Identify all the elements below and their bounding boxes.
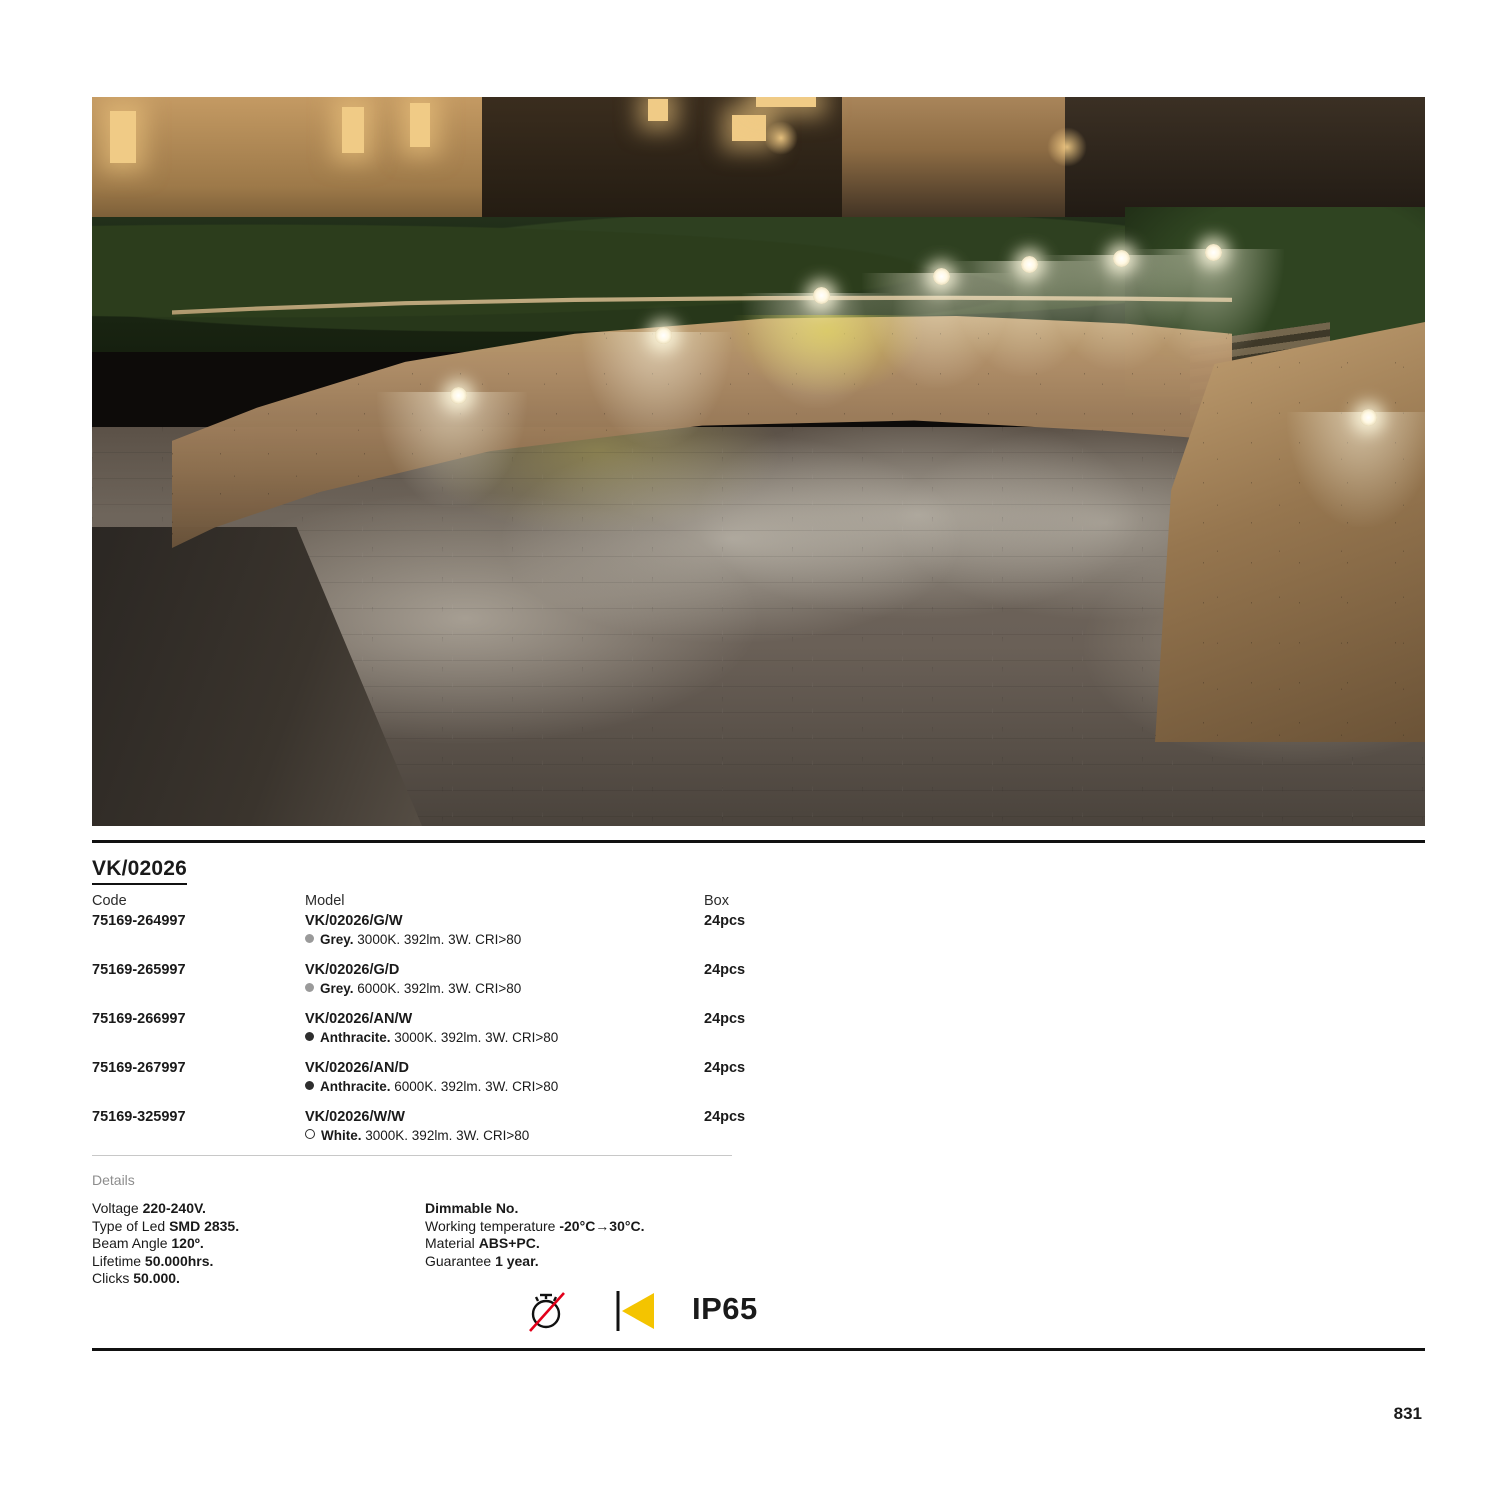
non-dimmable-icon [520,1285,572,1337]
photo-scene [92,97,1425,826]
color-swatch-anthracite [305,1081,314,1090]
variant-box: 24pcs [704,913,746,929]
detail-voltage [92,1200,239,1218]
variant-model: VK/02026/AN/W [305,1011,413,1027]
variant-description [305,1079,558,1094]
detail-label: Beam Angle [92,1235,172,1251]
variant-box: 24pcs [704,1060,746,1076]
detail-clicks [92,1270,239,1288]
detail-label: Lifetime [92,1252,145,1269]
window-glow-6 [756,97,816,107]
column-header-box: Box [704,893,729,909]
detail-dimmable [425,1200,644,1218]
variant-color-name: Anthracite. [320,1079,391,1094]
variant-description [305,1128,529,1143]
column-header-code: Code [92,893,127,909]
detail-label: Clicks [92,1270,134,1286]
variant-code: 75169-265997 [92,962,186,978]
window-glow-3 [410,103,430,147]
variant-description [305,981,521,996]
details-heading: Details [92,1172,135,1188]
detail-guarantee [425,1253,644,1271]
table-row [92,1011,792,1060]
wall-led-2 [655,327,672,344]
variant-code: 75169-264997 [92,913,186,929]
detail-value: 50.000. [133,1270,180,1286]
variant-code: 75169-325997 [92,1109,186,1125]
variant-model: VK/02026/W/W [305,1109,405,1125]
window-glow-1 [110,111,136,163]
table-header-row [92,893,792,913]
wall-led-7 [1205,244,1222,261]
variant-box: 24pcs [704,1011,746,1027]
detail-material [425,1235,644,1253]
background-dark-mid [422,97,842,217]
detail-label: Working temperature [425,1217,560,1234]
variant-box: 24pcs [704,962,746,978]
window-glow-5 [648,99,668,121]
variant-color-name: White. [321,1128,362,1143]
variant-model: VK/02026/AN/D [305,1060,409,1076]
variant-code: 75169-267997 [92,1060,186,1076]
column-header-model: Model [305,893,345,909]
divider-top [92,840,1425,843]
detail-value: 120º. [171,1235,204,1251]
ip-rating-label: IP65 [692,1291,758,1326]
color-swatch-grey [305,983,314,992]
variant-code: 75169-266997 [92,1011,186,1027]
asymmetric-beam-icon [608,1289,670,1333]
window-glow-4 [732,115,766,141]
detail-label: Voltage [92,1200,143,1216]
page-title: VK/02026 [92,857,187,885]
divider-details [92,1155,732,1156]
variant-model: VK/02026/G/D [305,962,400,978]
detail-value: ABS+PC. [478,1235,540,1251]
table-row [92,1060,792,1109]
variant-description [305,1030,558,1045]
wall-led-8 [1360,409,1377,426]
variant-box: 24pcs [704,1109,746,1125]
detail-led-type [92,1218,239,1236]
variant-spec: 3000K. 392lm. 3W. CRI>80 [365,1128,530,1143]
page-number: 831 [1393,1404,1422,1423]
detail-label: Dimmable [425,1200,496,1216]
light-wash-yellow [732,315,922,395]
detail-value: 1 year. [495,1252,539,1269]
detail-value: No. [495,1200,519,1216]
detail-value: -20°C→30°C. [559,1217,645,1234]
variant-color-name: Grey. [320,932,354,947]
divider-bottom [92,1348,1425,1351]
variant-color-name: Anthracite. [320,1030,391,1045]
variant-spec: 6000K. 392lm. 3W. CRI>80 [394,1079,559,1094]
wall-led-5 [1021,256,1038,273]
background-path-light-1 [764,121,798,155]
product-photo [92,97,1425,826]
variant-spec: 3000K. 392lm. 3W. CRI>80 [394,1030,559,1045]
detail-beam-angle [92,1235,239,1253]
detail-label: Material [425,1235,479,1251]
color-swatch-anthracite [305,1032,314,1041]
wall-led-6 [1113,250,1130,267]
wall-led-4 [933,268,950,285]
details-column-left [92,1200,239,1288]
details-column-right [425,1200,644,1270]
window-glow-2 [342,107,364,153]
wall-led-1 [450,387,467,404]
detail-label: Guarantee [425,1252,496,1269]
wall-led-3 [813,287,830,304]
table-row [92,962,792,1011]
table-row [92,913,792,962]
variant-color-name: Grey. [320,981,354,996]
color-swatch-white [305,1129,315,1139]
background-path-light-2 [1047,127,1087,167]
detail-label: Type of Led [92,1217,170,1234]
detail-value: 220-240V. [142,1200,206,1216]
color-swatch-grey [305,934,314,943]
variant-spec: 3000K. 392lm. 3W. CRI>80 [357,932,522,947]
detail-value: SMD 2835. [169,1217,240,1234]
variant-spec: 6000K. 392lm. 3W. CRI>80 [357,981,522,996]
variant-description [305,932,521,947]
variant-model: VK/02026/G/W [305,913,403,929]
detail-value: 50.000hrs. [144,1252,214,1269]
table-row [92,1109,792,1158]
detail-lifetime [92,1253,239,1271]
detail-working-temperature [425,1218,644,1236]
variant-table [92,893,792,1158]
